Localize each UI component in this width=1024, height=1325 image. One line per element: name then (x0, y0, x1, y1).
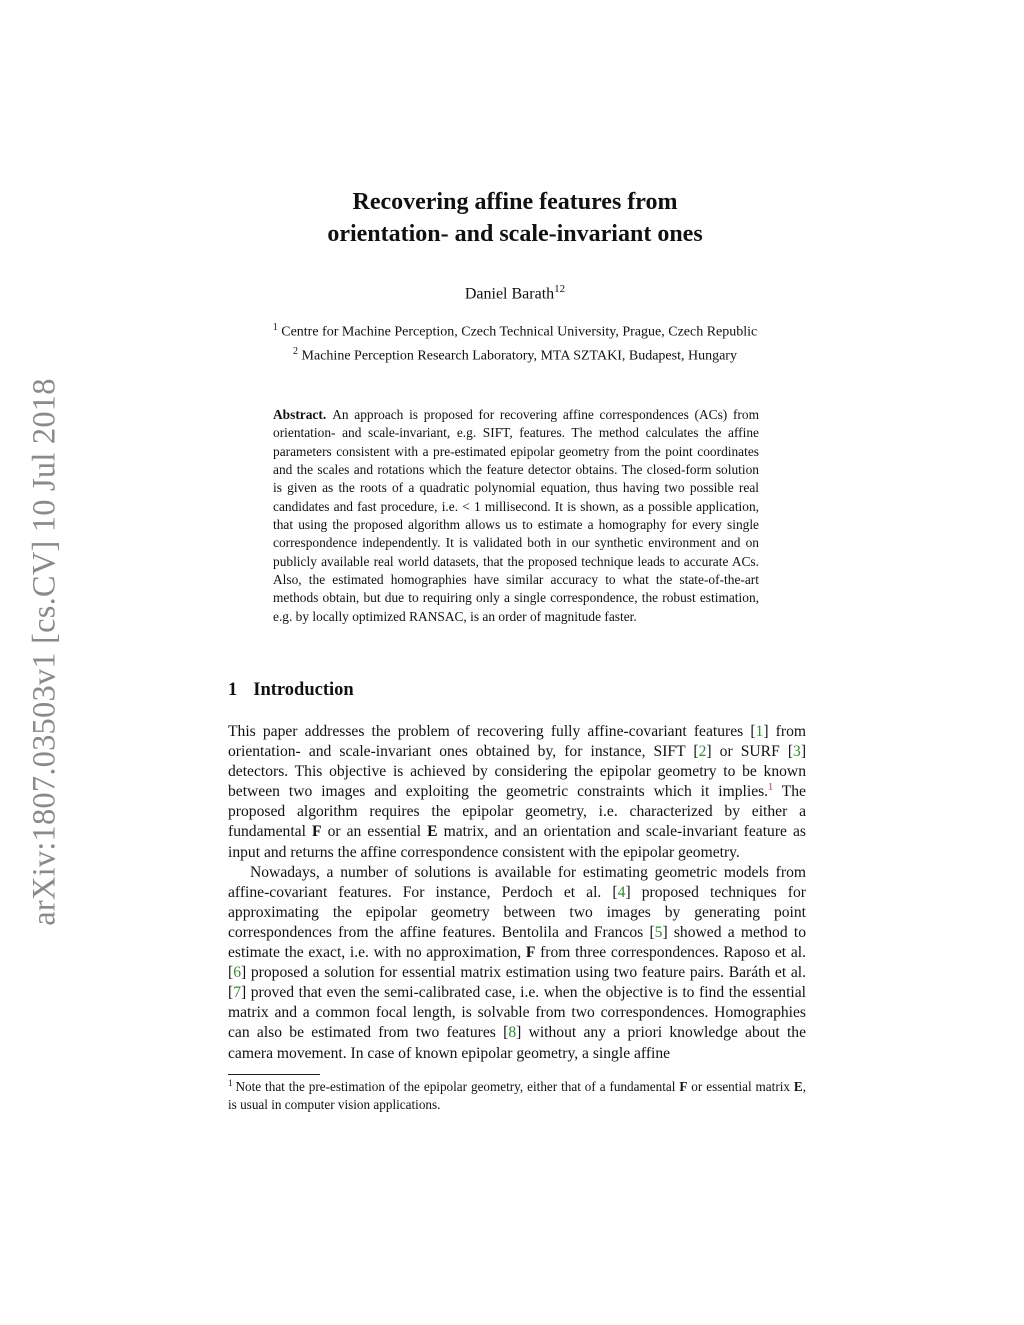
arxiv-sidebar (28, 362, 62, 942)
text-run: , is usual in computer vision applications. (228, 1079, 806, 1112)
body-text (228, 722, 806, 1064)
affiliations (228, 318, 802, 365)
citation-link[interactable]: 7 (233, 984, 241, 1002)
footnote (228, 1078, 806, 1114)
citation-link[interactable]: 5 (654, 923, 663, 941)
text-run: Note that the pre-estimation of the epipolar geometry, either that of a fundamental (235, 1079, 680, 1094)
arxiv-identifier: arXiv:1807.03503v1 [cs.CV] 10 Jul 2018 (26, 378, 63, 926)
matrix-symbol: F (525, 944, 536, 962)
affiliation-text: Machine Perception Research Laboratory, MTA SZTAKI, Budapest, Hungary (301, 348, 737, 364)
text-run: ] proved that even the semi-calibrated case, i.e. when the objective is to find the essential matrix and a common focal length, is solvable from two correspondences. Homographies can also be estimated from two features [ (228, 984, 806, 1042)
text-run: or an essential (321, 823, 428, 841)
abstract-text-b: 1 millisecond. It is shown, as a possible application, that using the proposed algorithm allows us to estimate a homography for every single correspondence independently. It is validated both in our synthetic environment and on publicly available real world datasets, that the proposed technique leads to accurate ACs. Also, the estimated homographies have similar accuracy to what the state-of-the-art methods obtain, but due to requiring only a single correspondence, the robust estimation, e.g. by locally optimized RANSAC, is an order of magnitude faster. (273, 498, 760, 624)
author-name: Daniel Barath (464, 285, 555, 303)
abstract (273, 406, 759, 626)
title-line-2: orientation- and scale-invariant ones (327, 221, 703, 247)
text-run: Nowadays, a number of solutions is available for estimating geometric models from affine-covariant features. For instance, Perdoch et al. [ (228, 863, 806, 901)
abstract-label: Abstract. (273, 407, 327, 422)
text-run: This paper addresses the problem of recovering fully affine-covariant features [ (228, 723, 756, 740)
text-run: matrix, and an orientation and scale-invariant feature as input and returns the affine correspondence consistent with the epipolar geometry. (228, 823, 806, 861)
matrix-symbol: E (793, 1079, 803, 1094)
footnote-mark: 1 (228, 1077, 233, 1088)
text-run: or essential matrix (687, 1079, 794, 1094)
citation-link[interactable]: 2 (698, 743, 707, 761)
text-run: ] without any a priori knowledge about the camera movement. In case of known epipolar geometry, a single affine (228, 1024, 807, 1062)
matrix-symbol: F (312, 823, 322, 841)
footnote-divider (228, 1074, 320, 1075)
affiliation-text: Centre for Machine Perception, Czech Technical University, Prague, Czech Republic (281, 324, 758, 340)
affiliation-mark: 2 (293, 345, 299, 357)
section-number: 1 (228, 680, 238, 700)
citation-link[interactable]: 1 (755, 723, 764, 740)
affiliation-mark: 1 (272, 322, 278, 333)
author-affil-marks: 12 (554, 283, 566, 295)
text-run: ] proposed techniques for approximating the epipolar geometry between two images by generating point correspondences from the affine features. Bentolila and Francos [ (228, 883, 806, 941)
matrix-symbol: F (679, 1079, 688, 1094)
text-run: ] detectors. This objective is achieved by considering the epipolar geometry to be known between two images and exploiting the geometric constraints which it implies. (228, 743, 807, 801)
title-line-1: Recovering affine features from (352, 189, 678, 215)
citation-link[interactable]: 8 (508, 1024, 517, 1042)
abstract-text-a: An approach is proposed for recovering affine correspondences (ACs) from orientation- and scale-invariant, e.g. SIFT, features. The method calculates the affine parameters consistent with a pre-estimated epipolar geometry from the point coordinates and the scales and rotations which the feature detector obtains. The closed-form solution is given as the roots of a quadratic polynomial equation, thus having two possible real candidates and fast procedure, i.e. (273, 407, 759, 514)
citation-link[interactable]: 4 (617, 883, 626, 901)
affiliation-2 (228, 342, 802, 366)
affiliation-1 (228, 318, 802, 342)
text-run: ] showed a method to estimate the exact, i.e. with no approximation, (228, 923, 806, 962)
citation-link[interactable]: 3 (793, 743, 801, 761)
author-line (228, 283, 802, 303)
text-run: ] proposed a solution for essential matrix estimation using two feature pairs. Baráth et al. [ (228, 964, 806, 1002)
matrix-symbol: E (427, 823, 438, 841)
paragraph-2 (228, 863, 806, 1064)
paragraph-1 (228, 722, 806, 863)
section-title: Introduction (253, 680, 354, 700)
text-run: ] or SURF [ (706, 743, 794, 761)
text-run: The proposed algorithm requires the epipolar geometry, i.e. characterized by either a fundamental (228, 783, 806, 841)
text-run: from three correspondences. Raposo et al. [ (228, 944, 806, 982)
citation-link[interactable]: 6 (233, 964, 241, 982)
paper-title (228, 186, 802, 250)
section-heading (228, 680, 354, 701)
text-run: ] from orientation- and scale-invariant ones obtained by, for instance, SIFT [ (228, 723, 806, 761)
footnote-ref-link[interactable]: 1 (768, 782, 774, 794)
less-than-sign: < (462, 498, 470, 514)
